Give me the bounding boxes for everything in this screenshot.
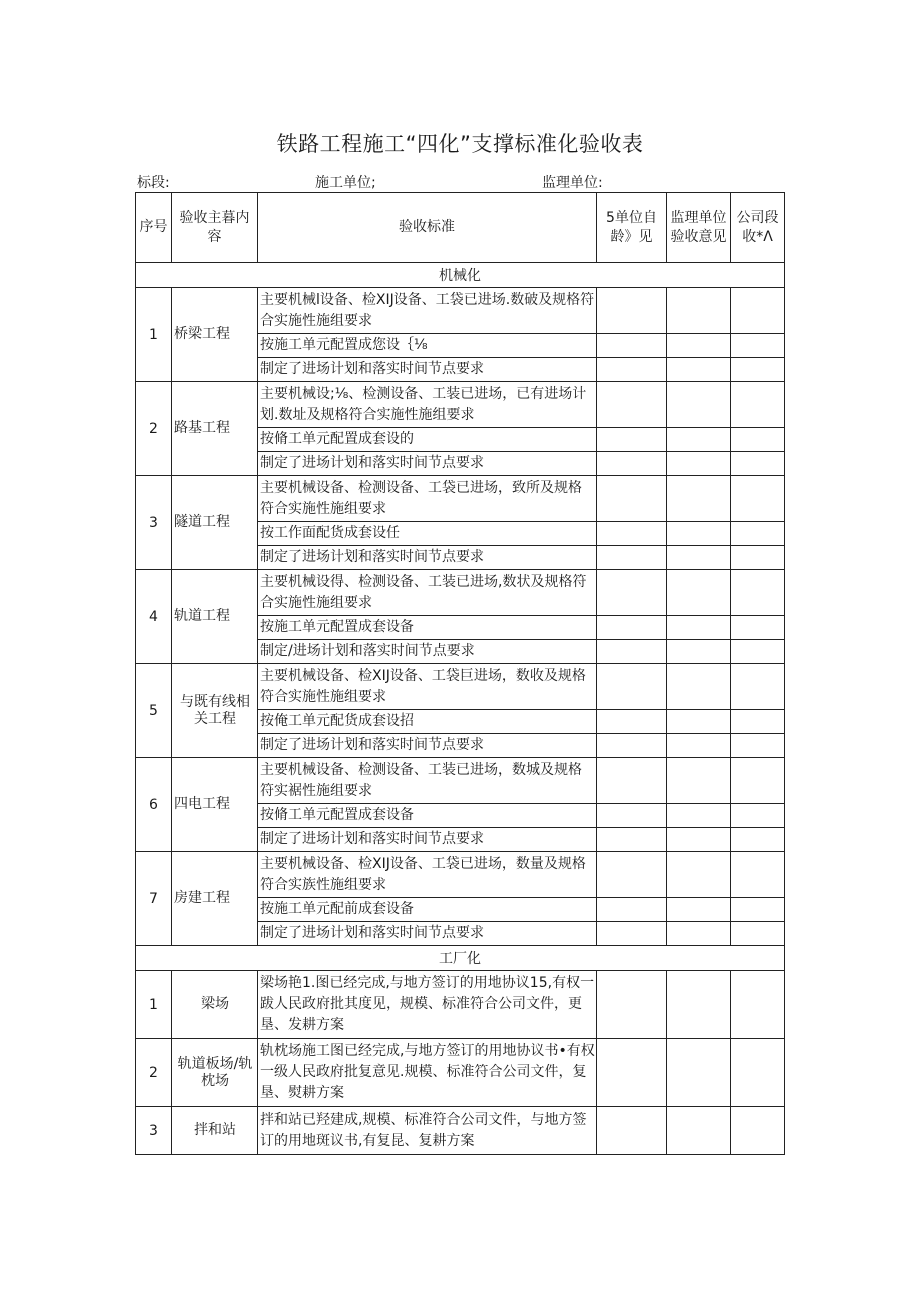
self-check-cell[interactable]: [597, 428, 667, 452]
supervision-cell[interactable]: [667, 1107, 731, 1155]
supervision-cell[interactable]: [667, 452, 731, 476]
item-name: 轨道板场/轨枕场: [172, 1039, 258, 1107]
criterion-text: 制定了进场计划和落实时间节点要求: [258, 452, 597, 476]
acceptance-table: [135, 192, 785, 1155]
criterion-text: 按工作面配货成套设任: [258, 522, 597, 546]
self-check-cell[interactable]: [597, 710, 667, 734]
item-name: 与既有线相关工程: [172, 664, 258, 758]
supervision-cell[interactable]: [667, 922, 731, 946]
supervision-cell[interactable]: [667, 616, 731, 640]
company-cell[interactable]: [731, 546, 785, 570]
section-row: [136, 946, 785, 971]
table-body: [136, 263, 785, 1155]
supervision-cell[interactable]: [667, 758, 731, 804]
header-row: [136, 193, 785, 263]
company-cell[interactable]: [731, 522, 785, 546]
table-row: [136, 852, 785, 898]
self-check-cell[interactable]: [597, 804, 667, 828]
self-check-cell[interactable]: [597, 852, 667, 898]
section-row: [136, 263, 785, 288]
criterion-text: 主要机械设备、检测设备、工装已进场，数城及规格符实裾性施组要求: [258, 758, 597, 804]
self-check-cell[interactable]: [597, 898, 667, 922]
self-check-cell[interactable]: [597, 358, 667, 382]
criterion-text: 按俺工单元配货成套设招: [258, 710, 597, 734]
company-cell[interactable]: [731, 828, 785, 852]
criterion-text: 拌和站已羟建成,规模、标准符合公司文件，与地方签订的用地斑议书,有复昆、复耕方案: [258, 1107, 597, 1155]
item-number: 6: [136, 758, 172, 852]
criterion-text: 按施工单元配前成套设备: [258, 898, 597, 922]
header-self-check: 5单位自龄》见: [597, 193, 667, 263]
supervision-cell[interactable]: [667, 428, 731, 452]
item-number: 2: [136, 382, 172, 476]
criterion-text: 主要机械设得、检测设备、工装已进场,数状及规格符合实施性施组要求: [258, 570, 597, 616]
supervision-unit-label: 监理单位:: [542, 175, 603, 191]
company-cell[interactable]: [731, 971, 785, 1039]
supervision-cell[interactable]: [667, 476, 731, 522]
supervision-cell[interactable]: [667, 522, 731, 546]
criterion-text: 主要机械设;⅛、检测设备、工装已进场，已有进场计划.数址及规格符合实施性施组要求: [258, 382, 597, 428]
supervision-cell[interactable]: [667, 288, 731, 334]
table-row: [136, 758, 785, 804]
supervision-cell[interactable]: [667, 971, 731, 1039]
section-title: 工厂化: [136, 946, 785, 971]
criterion-text: 制定/进场计划和落实时间节点要求: [258, 640, 597, 664]
company-cell[interactable]: [731, 428, 785, 452]
criterion-text: 按施工单元配置成您设｛⅛: [258, 334, 597, 358]
supervision-cell[interactable]: [667, 664, 731, 710]
item-name: 拌和站: [172, 1107, 258, 1155]
item-number: 1: [136, 971, 172, 1039]
section-title: 机械化: [136, 263, 785, 288]
criterion-text: 按脩工单元配置成套设备: [258, 804, 597, 828]
construction-unit-label: 施工单位;: [315, 175, 376, 191]
company-cell[interactable]: [731, 616, 785, 640]
criterion-text: 主要机械l设备、检XIJ设备、工袋已进场.数破及规格符合实施性施组要求: [258, 288, 597, 334]
self-check-cell[interactable]: [597, 664, 667, 710]
company-cell[interactable]: [731, 804, 785, 828]
company-cell[interactable]: [731, 758, 785, 804]
self-check-cell[interactable]: [597, 570, 667, 616]
item-name: 路基工程: [172, 382, 258, 476]
self-check-cell[interactable]: [597, 334, 667, 358]
supervision-cell[interactable]: [667, 382, 731, 428]
table-row: [136, 1107, 785, 1155]
table-row: [136, 570, 785, 616]
supervision-cell[interactable]: [667, 734, 731, 758]
company-cell[interactable]: [731, 710, 785, 734]
company-cell[interactable]: [731, 358, 785, 382]
self-check-cell[interactable]: [597, 971, 667, 1039]
self-check-cell[interactable]: [597, 758, 667, 804]
criterion-text: 制定了进场计划和落实时间节点要求: [258, 922, 597, 946]
header-standard: 验收标准: [258, 193, 597, 263]
supervision-cell[interactable]: [667, 852, 731, 898]
supervision-cell[interactable]: [667, 570, 731, 616]
criterion-text: 主要机械设备、检XIJ设备、工袋巨进场，数收及规格符合实施性施组要求: [258, 664, 597, 710]
header-supervision: 监理单位验收意见: [667, 193, 731, 263]
item-number: 1: [136, 288, 172, 382]
item-name: 四电工程: [172, 758, 258, 852]
supervision-cell[interactable]: [667, 1039, 731, 1107]
criterion-text: 制定了进场计划和落实时间节点要求: [258, 828, 597, 852]
supervision-cell[interactable]: [667, 546, 731, 570]
criterion-text: 按施工单元配置成套设备: [258, 616, 597, 640]
header-content: 验收主暮内容: [172, 193, 258, 263]
criterion-text: 制定了进场计划和落实时间节点要求: [258, 546, 597, 570]
company-cell[interactable]: [731, 1107, 785, 1155]
criterion-text: 轨枕场施工图已经完成,与地方签订的用地协议书•有权一级人民政府批复意见.规模、标准符合公司文件，复垦、熨耕方案: [258, 1039, 597, 1107]
self-check-cell[interactable]: [597, 640, 667, 664]
supervision-cell[interactable]: [667, 640, 731, 664]
section-label: 标段:: [137, 175, 170, 191]
company-cell[interactable]: [731, 852, 785, 898]
item-name: 隧道工程: [172, 476, 258, 570]
supervision-cell[interactable]: [667, 804, 731, 828]
company-cell[interactable]: [731, 1039, 785, 1107]
criterion-text: 主要机械设备、检XIJ设备、工袋已进场，数量及规格符合实族性施组要求: [258, 852, 597, 898]
supervision-cell[interactable]: [667, 710, 731, 734]
page-title: 铁路工程施工“四化”支撑标准化验收表: [276, 132, 644, 156]
item-number: 4: [136, 570, 172, 664]
self-check-cell[interactable]: [597, 288, 667, 334]
self-check-cell[interactable]: [597, 522, 667, 546]
header-company: 公司段收*Λ: [731, 193, 785, 263]
form-meta: [137, 172, 787, 192]
self-check-cell[interactable]: [597, 922, 667, 946]
item-number: 2: [136, 1039, 172, 1107]
table-row: [136, 1039, 785, 1107]
criterion-text: 制定了进场计划和落实时间节点要求: [258, 358, 597, 382]
self-check-cell[interactable]: [597, 828, 667, 852]
self-check-cell[interactable]: [597, 1039, 667, 1107]
item-name: 轨道工程: [172, 570, 258, 664]
company-cell[interactable]: [731, 898, 785, 922]
company-cell[interactable]: [731, 476, 785, 522]
table-row: [136, 476, 785, 522]
supervision-cell[interactable]: [667, 334, 731, 358]
self-check-cell[interactable]: [597, 452, 667, 476]
criterion-text: 梁场艳1.图已经完成,与地方签订的用地协议15,有权一跋人民政府批其度见，规模、标准符合公司文件，更垦、发耕方案: [258, 971, 597, 1039]
item-name: 梁场: [172, 971, 258, 1039]
self-check-cell[interactable]: [597, 1107, 667, 1155]
item-number: 5: [136, 664, 172, 758]
item-name: 房建工程: [172, 852, 258, 946]
header-seq: 序号: [136, 193, 172, 263]
table-row: [136, 382, 785, 428]
criterion-text: 制定了进场计划和落实时间节点要求: [258, 734, 597, 758]
item-number: 3: [136, 1107, 172, 1155]
supervision-cell[interactable]: [667, 358, 731, 382]
company-cell[interactable]: [731, 288, 785, 334]
self-check-cell[interactable]: [597, 476, 667, 522]
table-row: [136, 664, 785, 710]
company-cell[interactable]: [731, 382, 785, 428]
self-check-cell[interactable]: [597, 546, 667, 570]
company-cell[interactable]: [731, 334, 785, 358]
item-number: 3: [136, 476, 172, 570]
criterion-text: 主要机械设备、检测设备、工袋已进场，致所及规格符合实施性施组要求: [258, 476, 597, 522]
self-check-cell[interactable]: [597, 382, 667, 428]
company-cell[interactable]: [731, 570, 785, 616]
company-cell[interactable]: [731, 640, 785, 664]
criterion-text: 按脩工单元配置成套设的: [258, 428, 597, 452]
company-cell[interactable]: [731, 734, 785, 758]
company-cell[interactable]: [731, 664, 785, 710]
supervision-cell[interactable]: [667, 898, 731, 922]
company-cell[interactable]: [731, 922, 785, 946]
table-row: [136, 288, 785, 334]
supervision-cell[interactable]: [667, 828, 731, 852]
company-cell[interactable]: [731, 452, 785, 476]
item-name: 桥梁工程: [172, 288, 258, 382]
self-check-cell[interactable]: [597, 734, 667, 758]
self-check-cell[interactable]: [597, 616, 667, 640]
table-row: [136, 971, 785, 1039]
item-number: 7: [136, 852, 172, 946]
